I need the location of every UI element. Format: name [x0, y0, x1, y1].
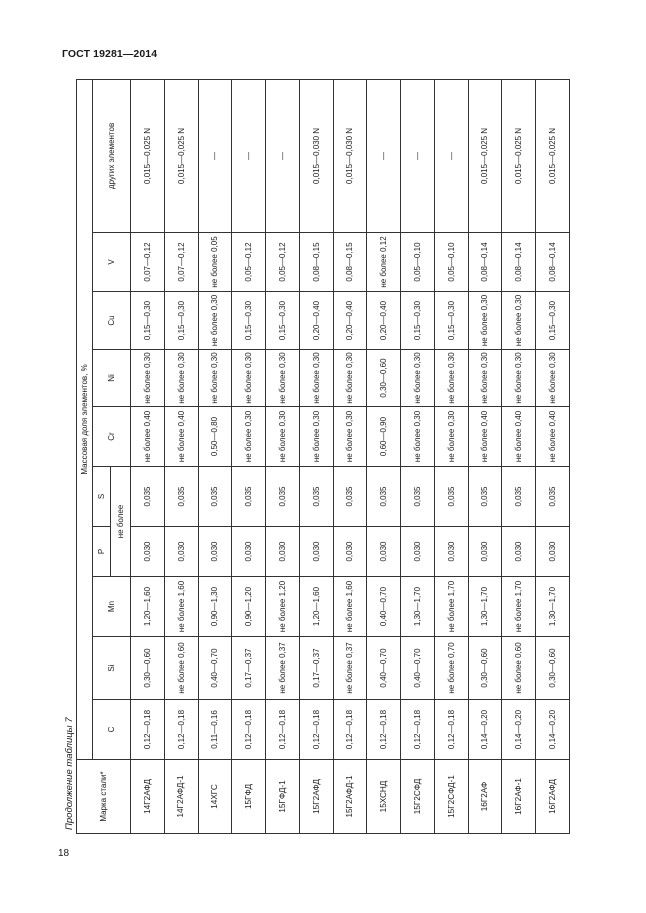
mass-fraction-header: Массовая доля элементов, % — [77, 79, 93, 759]
cell-other: — — [232, 79, 266, 232]
cell-c: 0,12—0,18 — [164, 700, 198, 760]
table-row — [468, 79, 502, 833]
cell-v: 0,07—0,12 — [164, 233, 198, 292]
cell-si: 0,40—0,70 — [198, 637, 232, 700]
cell-cu: 0,15—0,30 — [536, 292, 570, 350]
cell-mn: 0,90—1,30 — [198, 577, 232, 637]
cell-other: — — [367, 79, 401, 232]
cell-cu: не более 0,30 — [468, 292, 502, 350]
cell-c: 0,12—0,18 — [367, 700, 401, 760]
cell-mn: не более 1,60 — [333, 577, 367, 637]
cell-si: не более 0,60 — [164, 637, 198, 700]
cell-ni: не более 0,30 — [333, 350, 367, 407]
composition-table — [76, 79, 570, 834]
header-v: V — [93, 233, 131, 292]
cell-cr: не более 0,40 — [502, 407, 536, 467]
cell-s: 0,035 — [367, 467, 401, 527]
table-row — [502, 79, 536, 833]
cell-s: 0,035 — [164, 467, 198, 527]
cell-other: — — [401, 79, 435, 232]
cell-c: 0,12—0,18 — [266, 700, 300, 760]
cell-v: 0,07—0,12 — [131, 233, 165, 292]
header-cu: Cu — [93, 292, 131, 350]
cell-other: 0,015—0,025 N — [502, 79, 536, 232]
cell-mn: 1,30—1,70 — [401, 577, 435, 637]
cell-v: 0,08—0,14 — [468, 233, 502, 292]
cell-s: 0,035 — [401, 467, 435, 527]
cell-grade: 15ГФД — [232, 760, 266, 834]
cell-other: 0,015—0,025 N — [164, 79, 198, 232]
cell-c: 0,12—0,18 — [401, 700, 435, 760]
cell-p: 0,030 — [434, 527, 468, 577]
cell-cu: 0,15—0,30 — [434, 292, 468, 350]
cell-c: 0,14—0,20 — [502, 700, 536, 760]
cell-mn: не более 1,70 — [502, 577, 536, 637]
cell-cu: не более 0,30 — [198, 292, 232, 350]
table-row — [536, 79, 570, 833]
header-cr: Cr — [93, 407, 131, 467]
cell-si: не более 0,70 — [434, 637, 468, 700]
table-row — [266, 79, 300, 833]
cell-v: 0,08—0,15 — [333, 233, 367, 292]
cell-ni: не более 0,30 — [434, 350, 468, 407]
cell-s: 0,035 — [468, 467, 502, 527]
cell-si: 0,17—0,37 — [299, 637, 333, 700]
header-ni: Ni — [93, 350, 131, 407]
cell-v: 0,05—0,12 — [266, 233, 300, 292]
cell-mn: 1,20—1,60 — [299, 577, 333, 637]
table-row — [232, 79, 266, 833]
cell-grade: 15Г2АФД — [299, 760, 333, 834]
cell-s: 0,035 — [434, 467, 468, 527]
cell-cu: 0,20—0,40 — [333, 292, 367, 350]
cell-cr: не более 0,40 — [536, 407, 570, 467]
cell-other: — — [434, 79, 468, 232]
cell-c: 0,12—0,18 — [299, 700, 333, 760]
cell-ni: не более 0,30 — [468, 350, 502, 407]
cell-mn: 1,30—1,70 — [536, 577, 570, 637]
cell-c: 0,12—0,18 — [434, 700, 468, 760]
cell-v: не более 0,05 — [198, 233, 232, 292]
cell-other: 0,015—0,030 N — [333, 79, 367, 232]
cell-c: 0,14—0,20 — [536, 700, 570, 760]
cell-v: 0,08—0,14 — [536, 233, 570, 292]
table-row — [401, 79, 435, 833]
cell-ni: не более 0,30 — [232, 350, 266, 407]
cell-ni: 0,30—0,60 — [367, 350, 401, 407]
cell-ni: не более 0,30 — [536, 350, 570, 407]
header-s: S — [93, 467, 111, 527]
cell-p: 0,030 — [468, 527, 502, 577]
cell-p: 0,030 — [299, 527, 333, 577]
cell-grade: 16Г2АФД — [536, 760, 570, 834]
table-row — [164, 79, 198, 833]
cell-ni: не более 0,30 — [164, 350, 198, 407]
cell-p: 0,030 — [198, 527, 232, 577]
cell-si: не более 0,37 — [333, 637, 367, 700]
cell-cr: не более 0,30 — [333, 407, 367, 467]
cell-p: 0,030 — [536, 527, 570, 577]
cell-s: 0,035 — [131, 467, 165, 527]
cell-si: 0,30—0,60 — [468, 637, 502, 700]
cell-c: 0,11—0,16 — [198, 700, 232, 760]
composition-table-rotated — [76, 80, 570, 834]
header-p: P — [93, 527, 111, 577]
cell-other: 0,015—0,025 N — [131, 79, 165, 232]
cell-cr: не более 0,30 — [401, 407, 435, 467]
cell-cu: 0,15—0,30 — [266, 292, 300, 350]
cell-ni: не более 0,30 — [198, 350, 232, 407]
table-caption: Продолжение таблицы 7 — [64, 717, 75, 830]
cell-p: 0,030 — [232, 527, 266, 577]
cell-grade: 15Г2АФД-1 — [333, 760, 367, 834]
cell-p: 0,030 — [131, 527, 165, 577]
table-row — [434, 79, 468, 833]
header-si: Si — [93, 637, 131, 700]
cell-cu: 0,15—0,30 — [131, 292, 165, 350]
cell-cr: не более 0,30 — [232, 407, 266, 467]
cell-mn: 1,20—1,60 — [131, 577, 165, 637]
cell-cr: не более 0,30 — [266, 407, 300, 467]
cell-si: 0,17—0,37 — [232, 637, 266, 700]
table-row — [198, 79, 232, 833]
cell-cu: не более 0,30 — [502, 292, 536, 350]
cell-p: 0,030 — [333, 527, 367, 577]
cell-cr: не более 0,40 — [468, 407, 502, 467]
cell-s: 0,035 — [536, 467, 570, 527]
cell-c: 0,12—0,18 — [232, 700, 266, 760]
cell-p: 0,030 — [164, 527, 198, 577]
cell-grade: 14Г2АФД — [131, 760, 165, 834]
cell-cr: не более 0,40 — [164, 407, 198, 467]
cell-grade: 15Г2СФД-1 — [434, 760, 468, 834]
grade-header: Марка стали* — [77, 760, 131, 834]
cell-v: не более 0,12 — [367, 233, 401, 292]
cell-grade: 14Г2АФД-1 — [164, 760, 198, 834]
cell-s: 0,035 — [502, 467, 536, 527]
cell-cr: 0,50—0,80 — [198, 407, 232, 467]
cell-other: 0,015—0,025 N — [468, 79, 502, 232]
cell-cr: 0,60—0,90 — [367, 407, 401, 467]
cell-ni: не более 0,30 — [131, 350, 165, 407]
cell-c: 0,14—0,20 — [468, 700, 502, 760]
cell-grade: 15Г2СФД — [401, 760, 435, 834]
cell-cr: не более 0,30 — [299, 407, 333, 467]
cell-grade: 16Г2АФ-1 — [502, 760, 536, 834]
cell-ni: не более 0,30 — [502, 350, 536, 407]
document-code: ГОСТ 19281—2014 — [62, 48, 158, 60]
cell-cu: 0,15—0,30 — [401, 292, 435, 350]
cell-p: 0,030 — [502, 527, 536, 577]
cell-s: 0,035 — [299, 467, 333, 527]
cell-other: 0,015—0,025 N — [536, 79, 570, 232]
cell-s: 0,035 — [266, 467, 300, 527]
cell-other: — — [266, 79, 300, 232]
cell-s: 0,035 — [333, 467, 367, 527]
cell-cu: 0,15—0,30 — [232, 292, 266, 350]
cell-v: 0,05—0,10 — [434, 233, 468, 292]
cell-v: 0,08—0,14 — [502, 233, 536, 292]
header-mn: Mn — [93, 577, 131, 637]
header-other: других элементов — [93, 79, 131, 232]
cell-c: 0,12—0,18 — [131, 700, 165, 760]
cell-v: 0,05—0,12 — [232, 233, 266, 292]
cell-s: 0,035 — [198, 467, 232, 527]
table-row — [131, 79, 165, 833]
cell-cr: не более 0,40 — [131, 407, 165, 467]
cell-si: 0,40—0,70 — [367, 637, 401, 700]
header-not-more: не более — [111, 467, 131, 577]
cell-grade: 16Г2АФ — [468, 760, 502, 834]
cell-ni: не более 0,30 — [266, 350, 300, 407]
page-number: 18 — [58, 848, 70, 859]
cell-si: 0,40—0,70 — [401, 637, 435, 700]
cell-mn: не более 1,20 — [266, 577, 300, 637]
cell-p: 0,030 — [401, 527, 435, 577]
cell-ni: не более 0,30 — [401, 350, 435, 407]
cell-si: не более 0,60 — [502, 637, 536, 700]
cell-v: 0,08—0,15 — [299, 233, 333, 292]
cell-grade: 15ХСНД — [367, 760, 401, 834]
cell-si: 0,30—0,60 — [536, 637, 570, 700]
header-c: C — [93, 700, 131, 760]
cell-mn: не более 1,60 — [164, 577, 198, 637]
cell-cu: 0,15—0,30 — [164, 292, 198, 350]
cell-grade: 15ГФД-1 — [266, 760, 300, 834]
cell-other: 0,015—0,030 N — [299, 79, 333, 232]
cell-other: — — [198, 79, 232, 232]
cell-grade: 14ХГС — [198, 760, 232, 834]
table-row — [333, 79, 367, 833]
cell-ni: не более 0,30 — [299, 350, 333, 407]
cell-v: 0,05—0,10 — [401, 233, 435, 292]
cell-s: 0,035 — [232, 467, 266, 527]
table-row — [299, 79, 333, 833]
cell-cr: не более 0,30 — [434, 407, 468, 467]
cell-cu: 0,20—0,40 — [299, 292, 333, 350]
cell-mn: 0,90—1,20 — [232, 577, 266, 637]
cell-si: 0,30—0,60 — [131, 637, 165, 700]
cell-p: 0,030 — [367, 527, 401, 577]
cell-p: 0,030 — [266, 527, 300, 577]
table-row — [367, 79, 401, 833]
cell-mn: не более 1,70 — [434, 577, 468, 637]
cell-cu: 0,20—0,40 — [367, 292, 401, 350]
table-body — [131, 79, 570, 833]
cell-mn: 0,40—0,70 — [367, 577, 401, 637]
cell-mn: 1,30—1,70 — [468, 577, 502, 637]
cell-si: не более 0,37 — [266, 637, 300, 700]
cell-c: 0,12—0,18 — [333, 700, 367, 760]
